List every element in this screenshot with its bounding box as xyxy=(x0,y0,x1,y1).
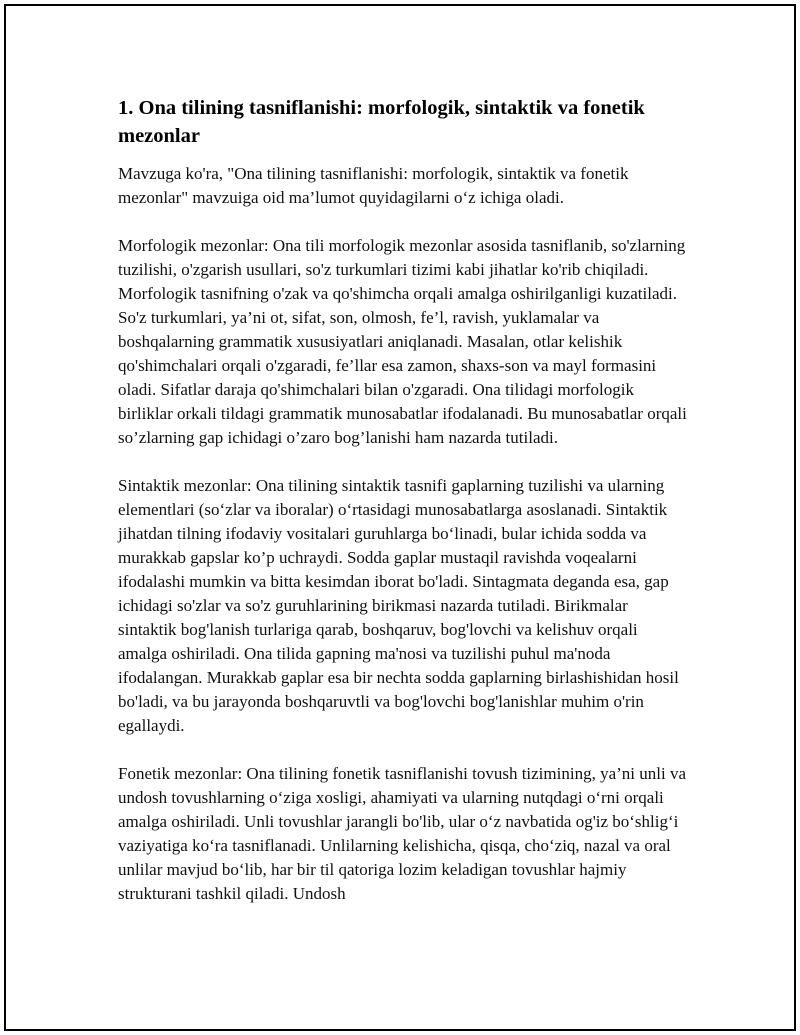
morphological-criteria-paragraph: Morfologik mezonlar: Ona tili morfologik mezonlar asosida tasniflanib, so'zlarning tuzilishi, o'zgarish usullari, so'z turkumlari tizimi kabi jihatlar ko'rib chiqiladi. Morfologik tasnifning o'zak va qo'shimcha orqali amalga oshirilganligi kuzatiladi. So'z turkumlari, ya’ni ot, sifat, son, olmosh, fe’l, ravish, yuklamalar va boshqalarning grammatik xususiyatlari aniqlanadi. Masalan, otlar kelishik qo'shimchalari orqali o'zgaradi, fe’llar esa zamon, shaxs-son va mayl formasini oladi. Sifatlar daraja qo'shimchalari bilan o'zgaradi. Ona tilidagi morfologik birliklar orkali tildagi grammatik munosabatlar ifodalanadi. Bu munosabatlar orqali so’zlarning gap ichidagi o’zaro bog’lanishi ham nazarda tutiladi. xyxy=(118,236,687,447)
phonetic-criteria-paragraph: Fonetik mezonlar: Ona tilining fonetik tasniflanishi tovush tizimining, ya’ni unli va undosh tovushlarning o‘ziga xosligi, ahamiyati va ularning nutqdagi o‘rni orqali amalga oshiriladi. Unli tovushlar jarangli bo'lib, ular o‘z navbatida og'iz bo‘shlig‘i vaziyatiga ko‘ra tasniflanadi. Unlilarning kelishicha, qisqa, cho‘ziq, nazal va oral unlilar mavjud bo‘lib, har bir til qatoriga lozim keladigan tovushlar hajmiy strukturani tashkil qiladi. Undosh xyxy=(118,764,686,903)
document-page xyxy=(4,4,796,1031)
intro-paragraph: Mavzuga ko'ra, "Ona tilining tasniflanishi: morfologik, sintaktik va fonetik mezonlar" mavzuiga oid ma’lumot quyidagilarni o‘z ichiga oladi. xyxy=(118,164,629,207)
document-body xyxy=(118,94,690,930)
syntactic-criteria-paragraph: Sintaktik mezonlar: Ona tilining sintaktik tasnifi gaplarning tuzilishi va ularning elementlari (so‘zlar va iboralar) o‘rtasidagi munosabatlarga asoslanadi. Sintaktik jihatdan tilning ifodaviy vositalari guruhlarga bo‘linadi, bular ichida sodda va murakkab gapslar ko’p uchraydi. Sodda gaplar mustaqil ravishda voqealarni ifodalashi mumkin va bitta kesimdan iborat bo'ladi. Sintagmata deganda esa, gap ichidagi so'zlar va so'z guruhlarining birikmasi nazarda tutiladi. Birikmalar sintaktik bog'lanish turlariga qarab, boshqaruv, bog'lovchi va kelishuv orqali amalga oshiriladi. Ona tilida gapning ma'nosi va tuzilishi puhul ma'noda ifodalangan. Murakkab gaplar esa bir nechta sodda gaplarning birlashishidan hosil bo'ladi, va bu jarayonda boshqaruvtli va bog'lovchi bog'lanishlar muhim o'rin egallaydi. xyxy=(118,476,679,735)
section-heading: 1. Ona tilining tasniflanishi: morfologik, sintaktik va fonetik mezonlar xyxy=(118,97,645,147)
